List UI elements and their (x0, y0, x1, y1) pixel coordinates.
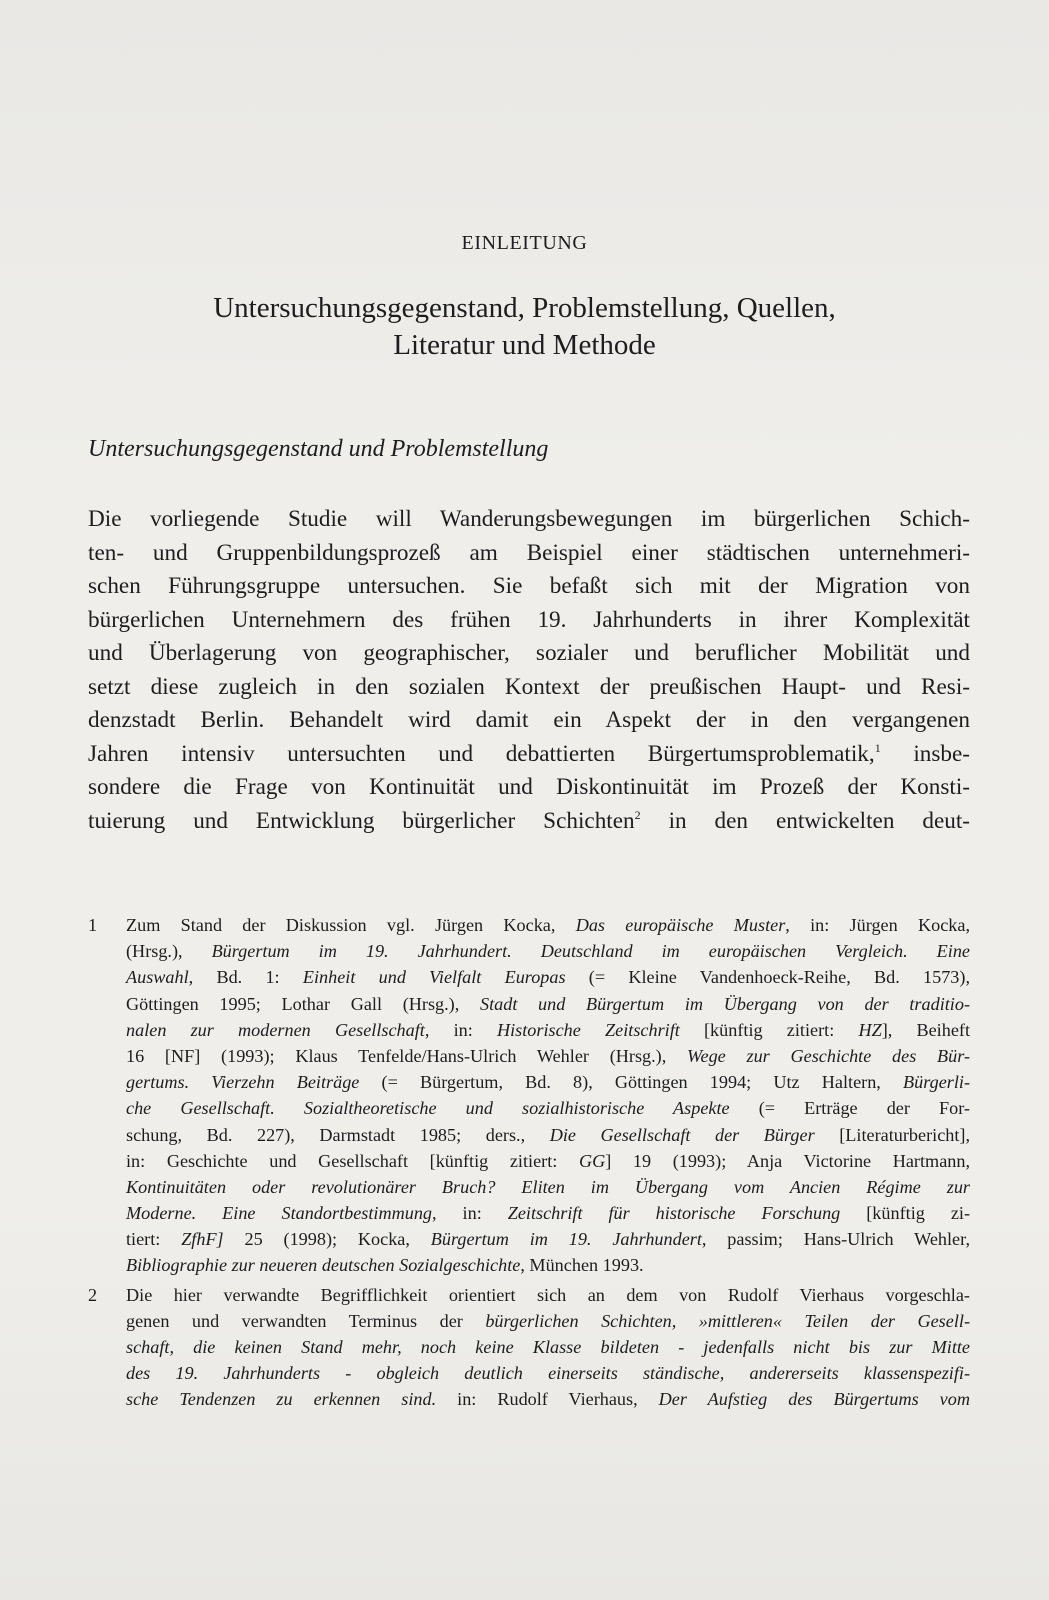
citation-title: che Gesellschaft. Sozialtheoretische und sozialhistorische Aspekte (126, 1098, 730, 1119)
text-line: ten- und Gruppenbildungsprozeß am Beispiel einer städtischen unternehmeri- (88, 539, 970, 566)
text-segment: , in: Jürgen Kocka, (785, 915, 971, 935)
citation-title: Bürgertum im 19. Jahrhundert (430, 1229, 702, 1250)
footnote-line (126, 964, 970, 990)
citation-title: Moderne. Eine Standortbestimmung (126, 1203, 433, 1224)
citation-title: Stadt und Bürgertum im Übergang von der traditio- (479, 993, 971, 1014)
text-segment: (= Bürgertum, Bd. 8), Göttingen 1994; Utz Haltern, (359, 1072, 903, 1093)
text-segment: [Literaturbericht], (814, 1124, 971, 1145)
text-segment: , in: (432, 1203, 508, 1224)
text-segment: insbe- (880, 740, 971, 767)
footnotes (88, 912, 970, 1413)
text-line: denzstadt Berlin. Behandelt wird damit ein Aspekt der in den vergangenen (88, 707, 970, 733)
text-line: bürgerlichen Unternehmern des frühen 19. Jahrhunderts in ihrer Komplexität (88, 606, 970, 633)
text-segment: , Bd. 1: (188, 967, 303, 988)
footnote-number: 1 (88, 915, 98, 935)
text-segment: (Hrsg.), (126, 941, 212, 962)
footnote-line (126, 1252, 970, 1278)
footnote-line: Die hier verwandte Begrifflichkeit orientiert sich an dem von Rudolf Vierhaus vorgeschla- (126, 1284, 970, 1305)
text-segment: 16 [NF] (1993); Klaus Tenfelde/Hans-Ulrich Wehler (Hrsg.), (126, 1045, 688, 1066)
text-segment: Zum Stand der Diskussion vgl. Jürgen Kocka, (126, 915, 576, 935)
citation-title: Kontinuitäten oder revolutionärer Bruch? Eliten im Übergang vom Ancien Régime zur (126, 1176, 970, 1197)
citation-title: Bürgerli- (903, 1072, 971, 1093)
citation-title: Historische Zeitschrift (496, 1019, 680, 1040)
text-segment: , passim; Hans-Ulrich Wehler, (701, 1229, 971, 1250)
citation-title: Die Gesellschaft der Bürger (549, 1124, 815, 1145)
footnote-line (126, 1226, 970, 1252)
citation-title: Auswahl (126, 967, 189, 988)
footnote-line (126, 1043, 970, 1069)
text-line: schen Führungsgruppe untersuchen. Sie befaßt sich mit der Migration von (88, 573, 970, 599)
citation-title: Einheit und Vielfalt Europas (302, 967, 566, 988)
text-segment: (= Erträge der For- (729, 1098, 970, 1119)
footnote-line (126, 1386, 970, 1412)
text-segment: , München 1993. (520, 1255, 644, 1276)
footnote-line (126, 1308, 970, 1334)
footnote-line (126, 912, 970, 938)
citation-title: Bürgertum im 19. Jahrhundert. Deutschland im europäischen Vergleich. Eine (211, 941, 970, 962)
text-segment: ], Beiheft (881, 1019, 971, 1040)
citation-title: Bibliographie zur neueren deutschen Sozialgeschichte (126, 1255, 521, 1276)
chapter-title (0, 290, 1049, 364)
text-segment: in den entwickelten deut- (640, 807, 970, 834)
text-segment: schung, Bd. 227), Darmstadt 1985; ders., (126, 1124, 550, 1145)
text-segment: in: Rudolf Vierhaus, (436, 1389, 659, 1410)
footnote-reference[interactable]: 2 (634, 807, 641, 822)
body-paragraph (88, 503, 970, 838)
citation-title: Wege zur Geschichte des Bür- (687, 1045, 970, 1066)
text-line: und Überlagerung von geographischer, sozialer und beruflicher Mobilität und (88, 640, 970, 666)
citation-title: gertums. Vierzehn Beiträge (126, 1072, 360, 1093)
text-segment: Jahren intensiv untersuchten und debattierten Bürgertumsproblematik, (88, 740, 875, 767)
footnote-line (126, 1069, 970, 1095)
footnote (88, 912, 970, 1279)
citation-title: nalen zur modernen Gesellschaft (126, 1019, 425, 1040)
text-segment: 25 (1998); Kocka, (223, 1229, 431, 1250)
footnote-line (126, 1360, 970, 1386)
text-line: sondere die Frage von Kontinuität und Diskontinuität im Prozeß der Konsti- (88, 774, 970, 800)
footnote-line (126, 1148, 970, 1174)
citation-title: Der Aufstieg des Bürgertums vom (658, 1389, 970, 1410)
footnote-line (126, 991, 970, 1017)
text-segment: [künftig zitiert: (679, 1019, 859, 1040)
footnote-line (126, 938, 970, 964)
footnote-line (126, 1017, 970, 1043)
citation-title: Das europäische Muster (575, 915, 786, 935)
text-segment: in: Geschichte und Gesellschaft [künftig zitiert: (126, 1150, 579, 1171)
citation-abbrev: ZfhF] (181, 1229, 224, 1250)
text-segment: , in: (424, 1019, 497, 1040)
footnote-number: 2 (88, 1284, 98, 1305)
chapter-title-line: Untersuchungsgegenstand, Problemstellung, Quellen, (213, 292, 836, 324)
quotation: des 19. Jahrhunderts - obgleich deutlich einerseits ständische, andererseits klassenspezifi- (126, 1363, 970, 1384)
footnote-reference[interactable]: 1 (874, 740, 881, 755)
chapter-label: EINLEITUNG (461, 232, 588, 254)
quotation: sche Tendenzen zu erkennen sind. (126, 1389, 437, 1410)
text-segment: ] 19 (1993); Anja Victorine Hartmann, (605, 1150, 970, 1171)
text-segment: (= Kleine Vandenhoeck-Reihe, Bd. 1573), (565, 967, 970, 988)
text-segment: [künftig zi- (840, 1203, 971, 1224)
text-line (88, 738, 970, 772)
footnote-line (126, 1122, 970, 1148)
section-heading: Untersuchungsgegenstand und Problemstellung (88, 436, 549, 462)
quotation: schaft, die keinen Stand mehr, noch keine Klasse bildeten - jedenfalls nicht bis zur Mitte (126, 1337, 970, 1357)
citation-title: Zeitschrift für historische Forschung (507, 1203, 841, 1224)
quotation: bürgerlichen Schichten, »mittleren« Teilen der Gesell- (485, 1310, 970, 1331)
footnote-line (126, 1174, 970, 1200)
footnote-line (126, 1334, 970, 1360)
text-segment: genen und verwandten Terminus der (126, 1310, 486, 1331)
citation-abbrev: HZ (858, 1019, 882, 1040)
text-line (88, 805, 970, 839)
text-segment: tiert: (126, 1229, 182, 1250)
footnote-line (126, 1095, 970, 1121)
text-segment: Göttingen 1995; Lothar Gall (Hrsg.), (126, 993, 480, 1014)
footnote (88, 1282, 970, 1413)
footnote-line (126, 1200, 970, 1226)
text-line: Die vorliegende Studie will Wanderungsbewegungen im bürgerlichen Schich- (88, 506, 970, 532)
text-segment: tuierung und Entwicklung bürgerlicher Schichten (88, 807, 635, 834)
chapter-title-line: Literatur und Methode (393, 329, 656, 361)
citation-abbrev: GG (578, 1150, 606, 1171)
text-line: setzt diese zugleich in den sozialen Kontext der preußischen Haupt- und Resi- (88, 673, 970, 700)
